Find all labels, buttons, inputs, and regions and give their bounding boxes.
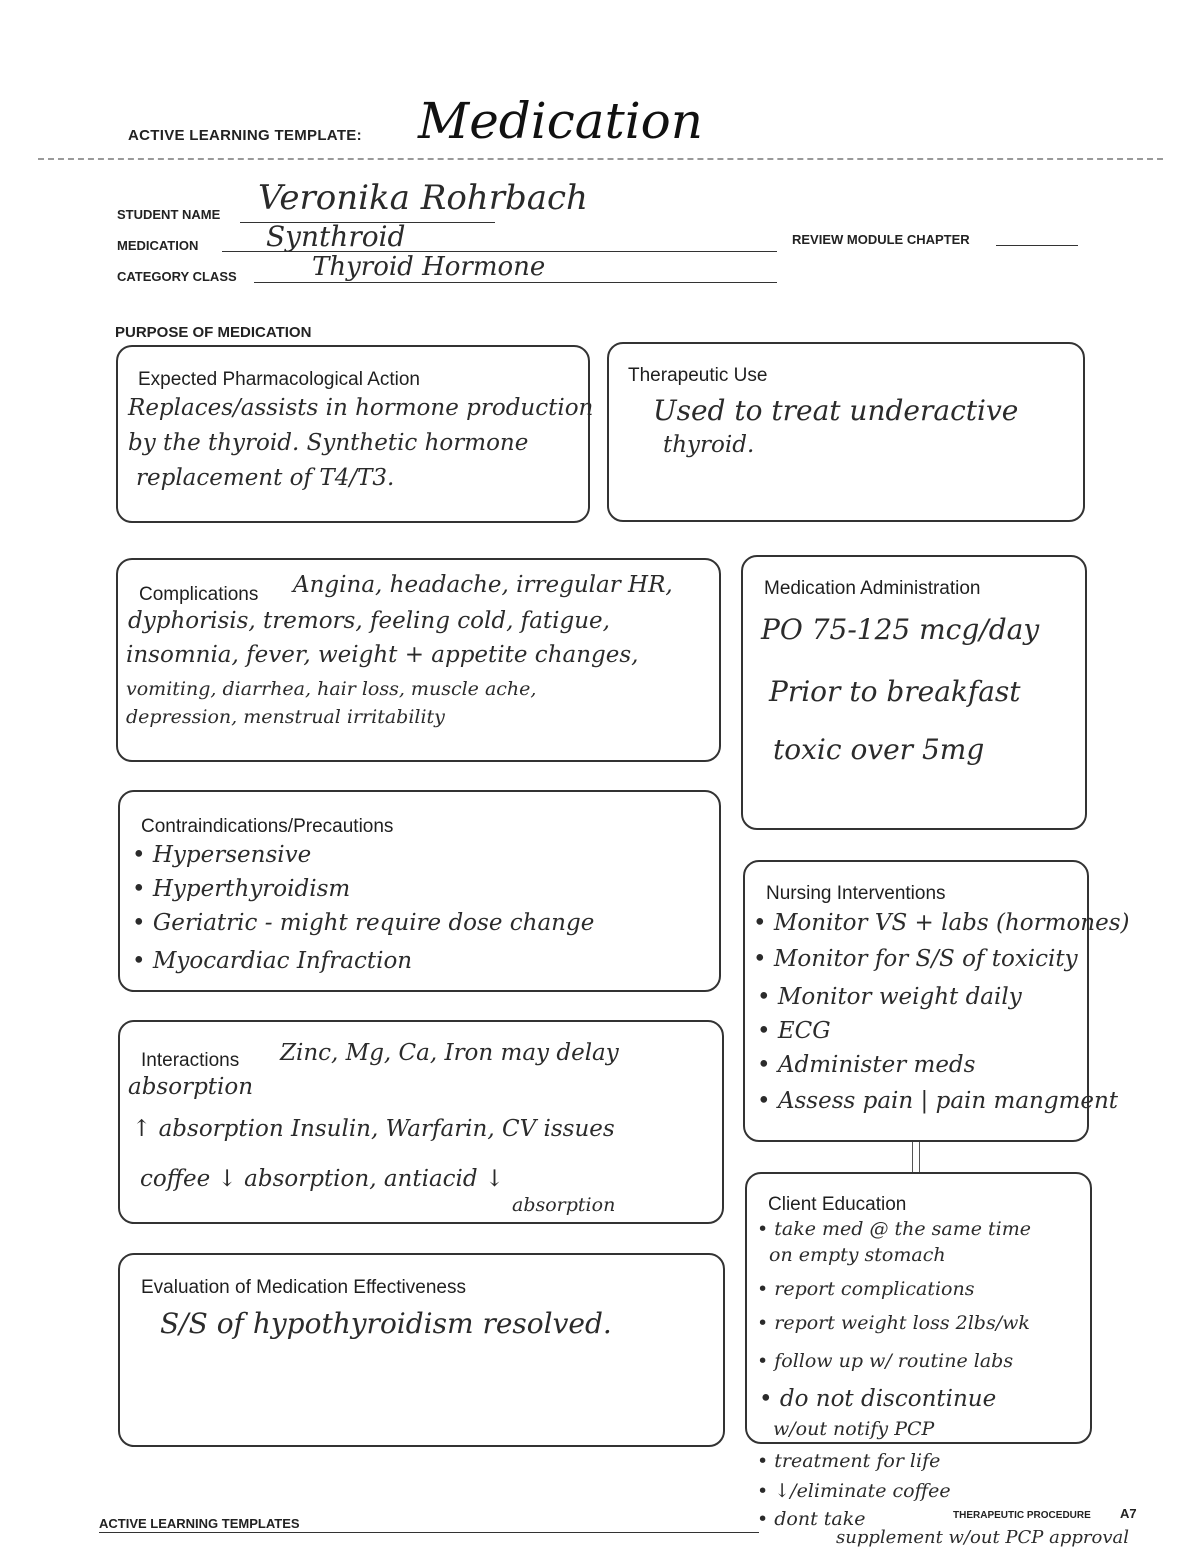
expected-action-line: replacement of T4/T3. <box>136 465 395 491</box>
client-education-line: • do not discontinue <box>759 1386 997 1412</box>
student-name-label: STUDENT NAME <box>117 207 221 222</box>
complications-line: Angina, headache, irregular HR, <box>293 572 673 598</box>
client-education-line: • report weight loss 2lbs/wk <box>757 1312 1030 1334</box>
expected-action-line: by the thyroid. Synthetic hormone <box>128 430 529 456</box>
client-education-overflow-line: • dont take <box>757 1508 866 1530</box>
interactions-line: ↑ absorption Insulin, Warfarin, CV issues <box>132 1116 615 1142</box>
medication-label: MEDICATION <box>117 238 199 253</box>
contraindications-title: Contraindications/Precautions <box>141 816 394 837</box>
purpose-heading: PURPOSE OF MEDICATION <box>115 324 312 341</box>
template-type-title: Medication <box>418 92 703 150</box>
nursing-box <box>743 860 1130 1142</box>
category-class-value: Thyroid Hormone <box>312 252 546 282</box>
box-connector <box>912 1142 920 1172</box>
client-education-line: w/out notify PCP <box>773 1418 935 1440</box>
expected-action-box <box>116 345 594 523</box>
therapeutic-use-title: Therapeutic Use <box>628 365 768 386</box>
category-class-line <box>254 282 777 283</box>
nursing-line: • Administer meds <box>757 1052 976 1078</box>
complications-line: dyphorisis, tremors, feeling cold, fatigue, <box>128 608 610 634</box>
nursing-title: Nursing Interventions <box>766 883 946 904</box>
nursing-line: • ECG <box>757 1018 831 1044</box>
interactions-line: Zinc, Mg, Ca, Iron may delay <box>280 1040 619 1066</box>
complications-line: vomiting, diarrhea, hair loss, muscle ache, <box>126 678 537 700</box>
med-admin-line: toxic over 5mg <box>773 733 985 766</box>
footer-right-label: THERAPEUTIC PROCEDURE <box>953 1510 1091 1521</box>
therapeutic-use-box <box>607 342 1085 522</box>
interactions-title: Interactions <box>141 1050 240 1071</box>
client-education-line: • take med @ the same time <box>757 1218 1032 1240</box>
complications-line: insomnia, fever, weight + appetite changes, <box>126 642 639 668</box>
category-class-label: CATEGORY CLASS <box>117 269 237 284</box>
med-admin-line: Prior to breakfast <box>769 675 1021 708</box>
student-name-value: Veronika Rohrbach <box>258 178 588 218</box>
complications-title: Complications <box>139 584 259 605</box>
expected-action-line: Replaces/assists in hormone production <box>128 395 594 421</box>
contraindications-line: • Geriatric - might require dose change <box>132 910 595 936</box>
interactions-line: coffee ↓ absorption, antiacid ↓ <box>140 1166 505 1192</box>
client-education-line: • follow up w/ routine labs <box>757 1350 1014 1372</box>
medication-value: Synthroid <box>266 220 406 253</box>
nursing-line: • Monitor weight daily <box>757 984 1022 1010</box>
evaluation-line: S/S of hypothyroidism resolved. <box>160 1307 612 1340</box>
contraindications-line: • Hypersensive <box>132 842 312 868</box>
expected-action-title: Expected Pharmacological Action <box>138 369 420 390</box>
med-admin-title: Medication Administration <box>764 578 981 599</box>
evaluation-box <box>118 1253 725 1447</box>
client-education-overflow-line: • treatment for life <box>757 1450 941 1472</box>
interactions-box <box>118 1020 724 1224</box>
client-education-overflow-line: supplement w/out PCP approval <box>836 1527 1130 1548</box>
header-divider <box>38 158 1163 160</box>
contraindications-line: • Hyperthyroidism <box>132 876 351 902</box>
client-education-title: Client Education <box>768 1194 907 1215</box>
nursing-line: • Monitor for S/S of toxicity <box>753 946 1078 972</box>
client-education-overflow-line: • ↓/eliminate coffee <box>757 1480 951 1502</box>
complications-box <box>116 558 721 762</box>
client-education-box <box>745 1172 1092 1444</box>
complications-line: depression, menstrual irritability <box>126 706 445 728</box>
med-admin-box <box>741 555 1087 830</box>
client-education-line: • report complications <box>757 1278 975 1300</box>
contraindications-box <box>118 790 721 992</box>
med-admin-line: PO 75-125 mcg/day <box>761 613 1040 646</box>
interactions-line: absorption <box>512 1194 616 1216</box>
therapeutic-use-line: thyroid. <box>663 432 755 458</box>
contraindications-line: • Myocardiac Infraction <box>132 948 413 974</box>
footer-line <box>99 1532 759 1533</box>
nursing-line: • Monitor VS + labs (hormones) <box>753 910 1130 936</box>
footer-left-label: ACTIVE LEARNING TEMPLATES <box>99 1516 300 1531</box>
footer-page-code: A7 <box>1120 1506 1137 1521</box>
therapeutic-use-line: Used to treat underactive <box>653 394 1019 427</box>
nursing-line: • Assess pain | pain mangment <box>757 1088 1119 1114</box>
review-module-line <box>996 245 1078 246</box>
client-education-line: on empty stomach <box>769 1244 946 1266</box>
review-module-label: REVIEW MODULE CHAPTER <box>792 232 970 247</box>
template-label: ACTIVE LEARNING TEMPLATE: <box>128 127 362 144</box>
evaluation-title: Evaluation of Medication Effectiveness <box>141 1277 466 1298</box>
interactions-line: absorption <box>128 1074 254 1100</box>
